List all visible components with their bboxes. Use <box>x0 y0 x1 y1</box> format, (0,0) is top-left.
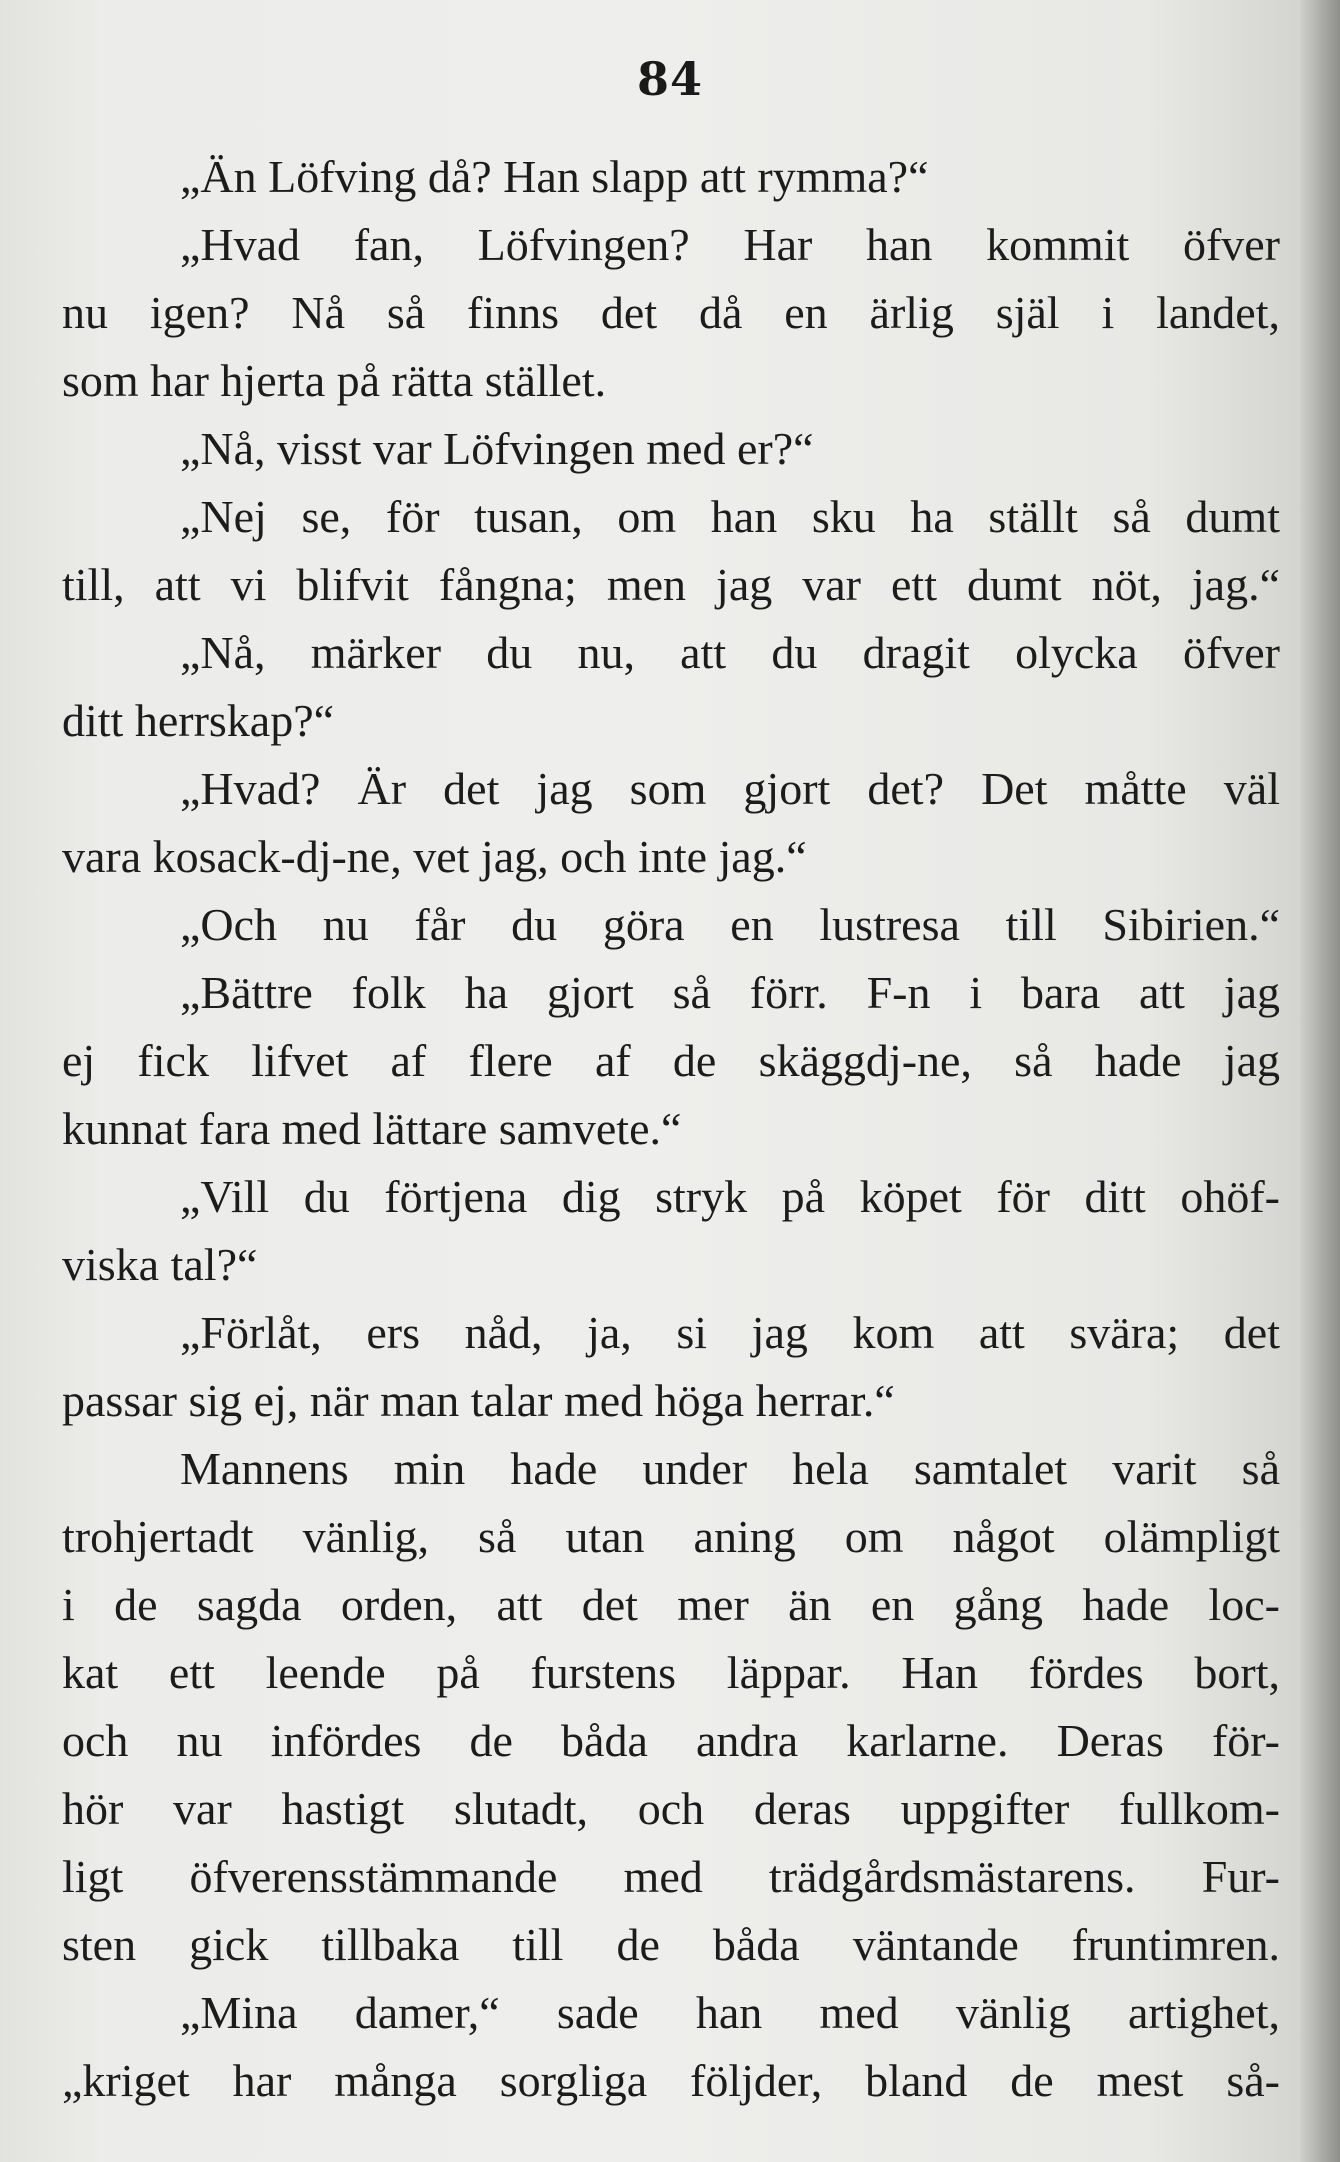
text-line: som har hjerta på rätta stället. <box>62 355 607 406</box>
text-line: ej fick lifvet af flere af de skäggdj-ne, så hade jag <box>62 1035 1280 1086</box>
text-line: „Än Löfving då? Han slapp att rymma?“ <box>180 151 929 202</box>
text-line: „Förlåt, ers nåd, ja, si jag kom att svära; det <box>180 1307 1280 1358</box>
text-line: kunnat fara med lättare samvete.“ <box>62 1103 682 1154</box>
text-line: „Nå, visst var Löfvingen med er?“ <box>180 423 814 474</box>
text-line: nu igen? Nå så finns det då en ärlig själ i landet, <box>62 287 1280 338</box>
text-line: vara kosack-dj-ne, vet jag, och inte jag.“ <box>62 831 807 882</box>
text-line: „Nå, märker du nu, att du dragit olycka öfver <box>180 627 1280 678</box>
text-line: trohjertadt vänlig, så utan aning om något olämpligt <box>62 1511 1280 1562</box>
text-line: i de sagda orden, att det mer än en gång hade loc- <box>62 1579 1280 1630</box>
text-line: „Bättre folk ha gjort så förr. F-n i bara att jag <box>180 967 1280 1018</box>
text-line: Mannens min hade under hela samtalet varit så <box>180 1443 1280 1494</box>
page-text <box>62 143 1280 2115</box>
text-line: till, att vi blifvit fångna; men jag var ett dumt nöt, jag.“ <box>62 559 1280 610</box>
text-line: „Hvad? Är det jag som gjort det? Det måtte väl <box>180 763 1280 814</box>
page-edge-shadow <box>1300 0 1340 2162</box>
text-line: ditt herrskap?“ <box>62 695 335 746</box>
text-line: kat ett leende på furstens läppar. Han fördes bort, <box>62 1647 1280 1698</box>
text-line: „Nej se, för tusan, om han sku ha ställt så dumt <box>180 491 1280 542</box>
text-line: sten gick tillbaka till de båda väntande fruntimren. <box>62 1919 1280 1970</box>
text-line: ligt öfverensstämmande med trädgårdsmästarens. Fur- <box>62 1851 1280 1902</box>
text-line: passar sig ej, när man talar med höga herrar.“ <box>62 1375 895 1426</box>
text-line: hör var hastigt slutadt, och deras uppgifter fullkom- <box>62 1783 1280 1834</box>
text-line: „Hvad fan, Löfvingen? Har han kommit öfver <box>180 219 1280 270</box>
text-line: „kriget har många sorgliga följder, bland de mest så- <box>62 2055 1280 2106</box>
text-line: viska tal?“ <box>62 1239 258 1290</box>
text-line: „Och nu får du göra en lustresa till Sibirien.“ <box>180 899 1280 950</box>
page-number: 84 <box>636 52 703 106</box>
text-line: „Vill du förtjena dig stryk på köpet för ditt ohöf- <box>180 1171 1280 1222</box>
text-line: „Mina damer,“ sade han med vänlig artighet, <box>180 1987 1280 2038</box>
text-line: och nu infördes de båda andra karlarne. Deras för- <box>62 1715 1280 1766</box>
